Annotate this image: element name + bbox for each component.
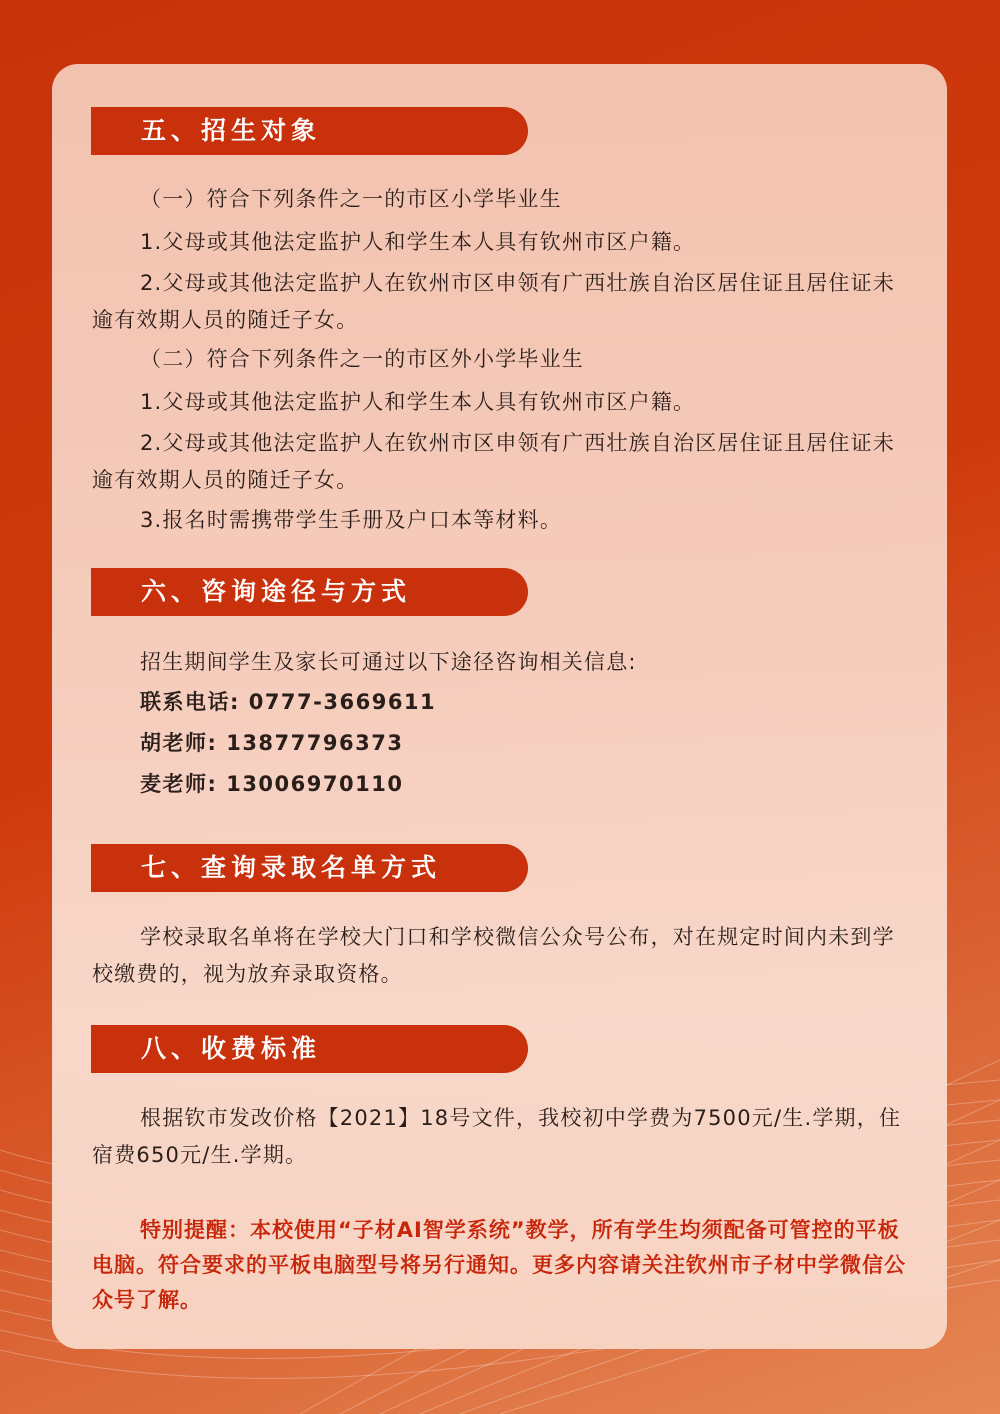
enrollment-item: （一）符合下列条件之一的市区小学毕业生 [140, 187, 562, 211]
enrollment-item: 2.父母或其他法定监护人在钦州市区申领有广西壮族自治区居住证且居住证未逾有效期人员的随迁子女。 [92, 431, 896, 492]
fees-text: 根据钦市发改价格【2021】18号文件，我校初中学费为7500元/生.学期，住宿费650元/生.学期。 [92, 1106, 902, 1167]
section-heading-consultation: 六、咨询途径与方式 [91, 568, 528, 616]
section-heading-fees: 八、收费标准 [91, 1025, 528, 1073]
section-heading-admission-list: 七、查询录取名单方式 [91, 844, 528, 892]
enrollment-item: 3.报名时需携带学生手册及户口本等材料。 [140, 508, 563, 532]
enrollment-item: 2.父母或其他法定监护人在钦州市区申领有广西壮族自治区居住证且居住证未逾有效期人员的随迁子女。 [92, 271, 896, 332]
special-notice: 特别提醒：本校使用“子材AI智学系统”教学，所有学生均须配备可管控的平板电脑。符合要求的平板电脑型号将另行通知。更多内容请关注钦州市子材中学微信公众号了解。 [92, 1218, 906, 1312]
admission-list-text: 学校录取名单将在学校大门口和学校微信公众号公布，对在规定时间内未到学校缴费的，视为放弃录取资格。 [92, 925, 895, 986]
enrollment-item: 1.父母或其他法定监护人和学生本人具有钦州市区户籍。 [140, 390, 696, 414]
contact-phone: 联系电话: 0777-3669611 [140, 690, 437, 714]
enrollment-item: （二）符合下列条件之一的市区外小学毕业生 [140, 347, 584, 371]
enrollment-item: 1.父母或其他法定监护人和学生本人具有钦州市区户籍。 [140, 230, 696, 254]
contact-teacher-mai: 麦老师: 13006970110 [140, 772, 404, 796]
contact-teacher-hu: 胡老师: 13877796373 [140, 731, 404, 755]
section-heading-enrollment-target: 五、招生对象 [91, 107, 528, 155]
consultation-intro: 招生期间学生及家长可通过以下途径咨询相关信息: [140, 650, 637, 674]
